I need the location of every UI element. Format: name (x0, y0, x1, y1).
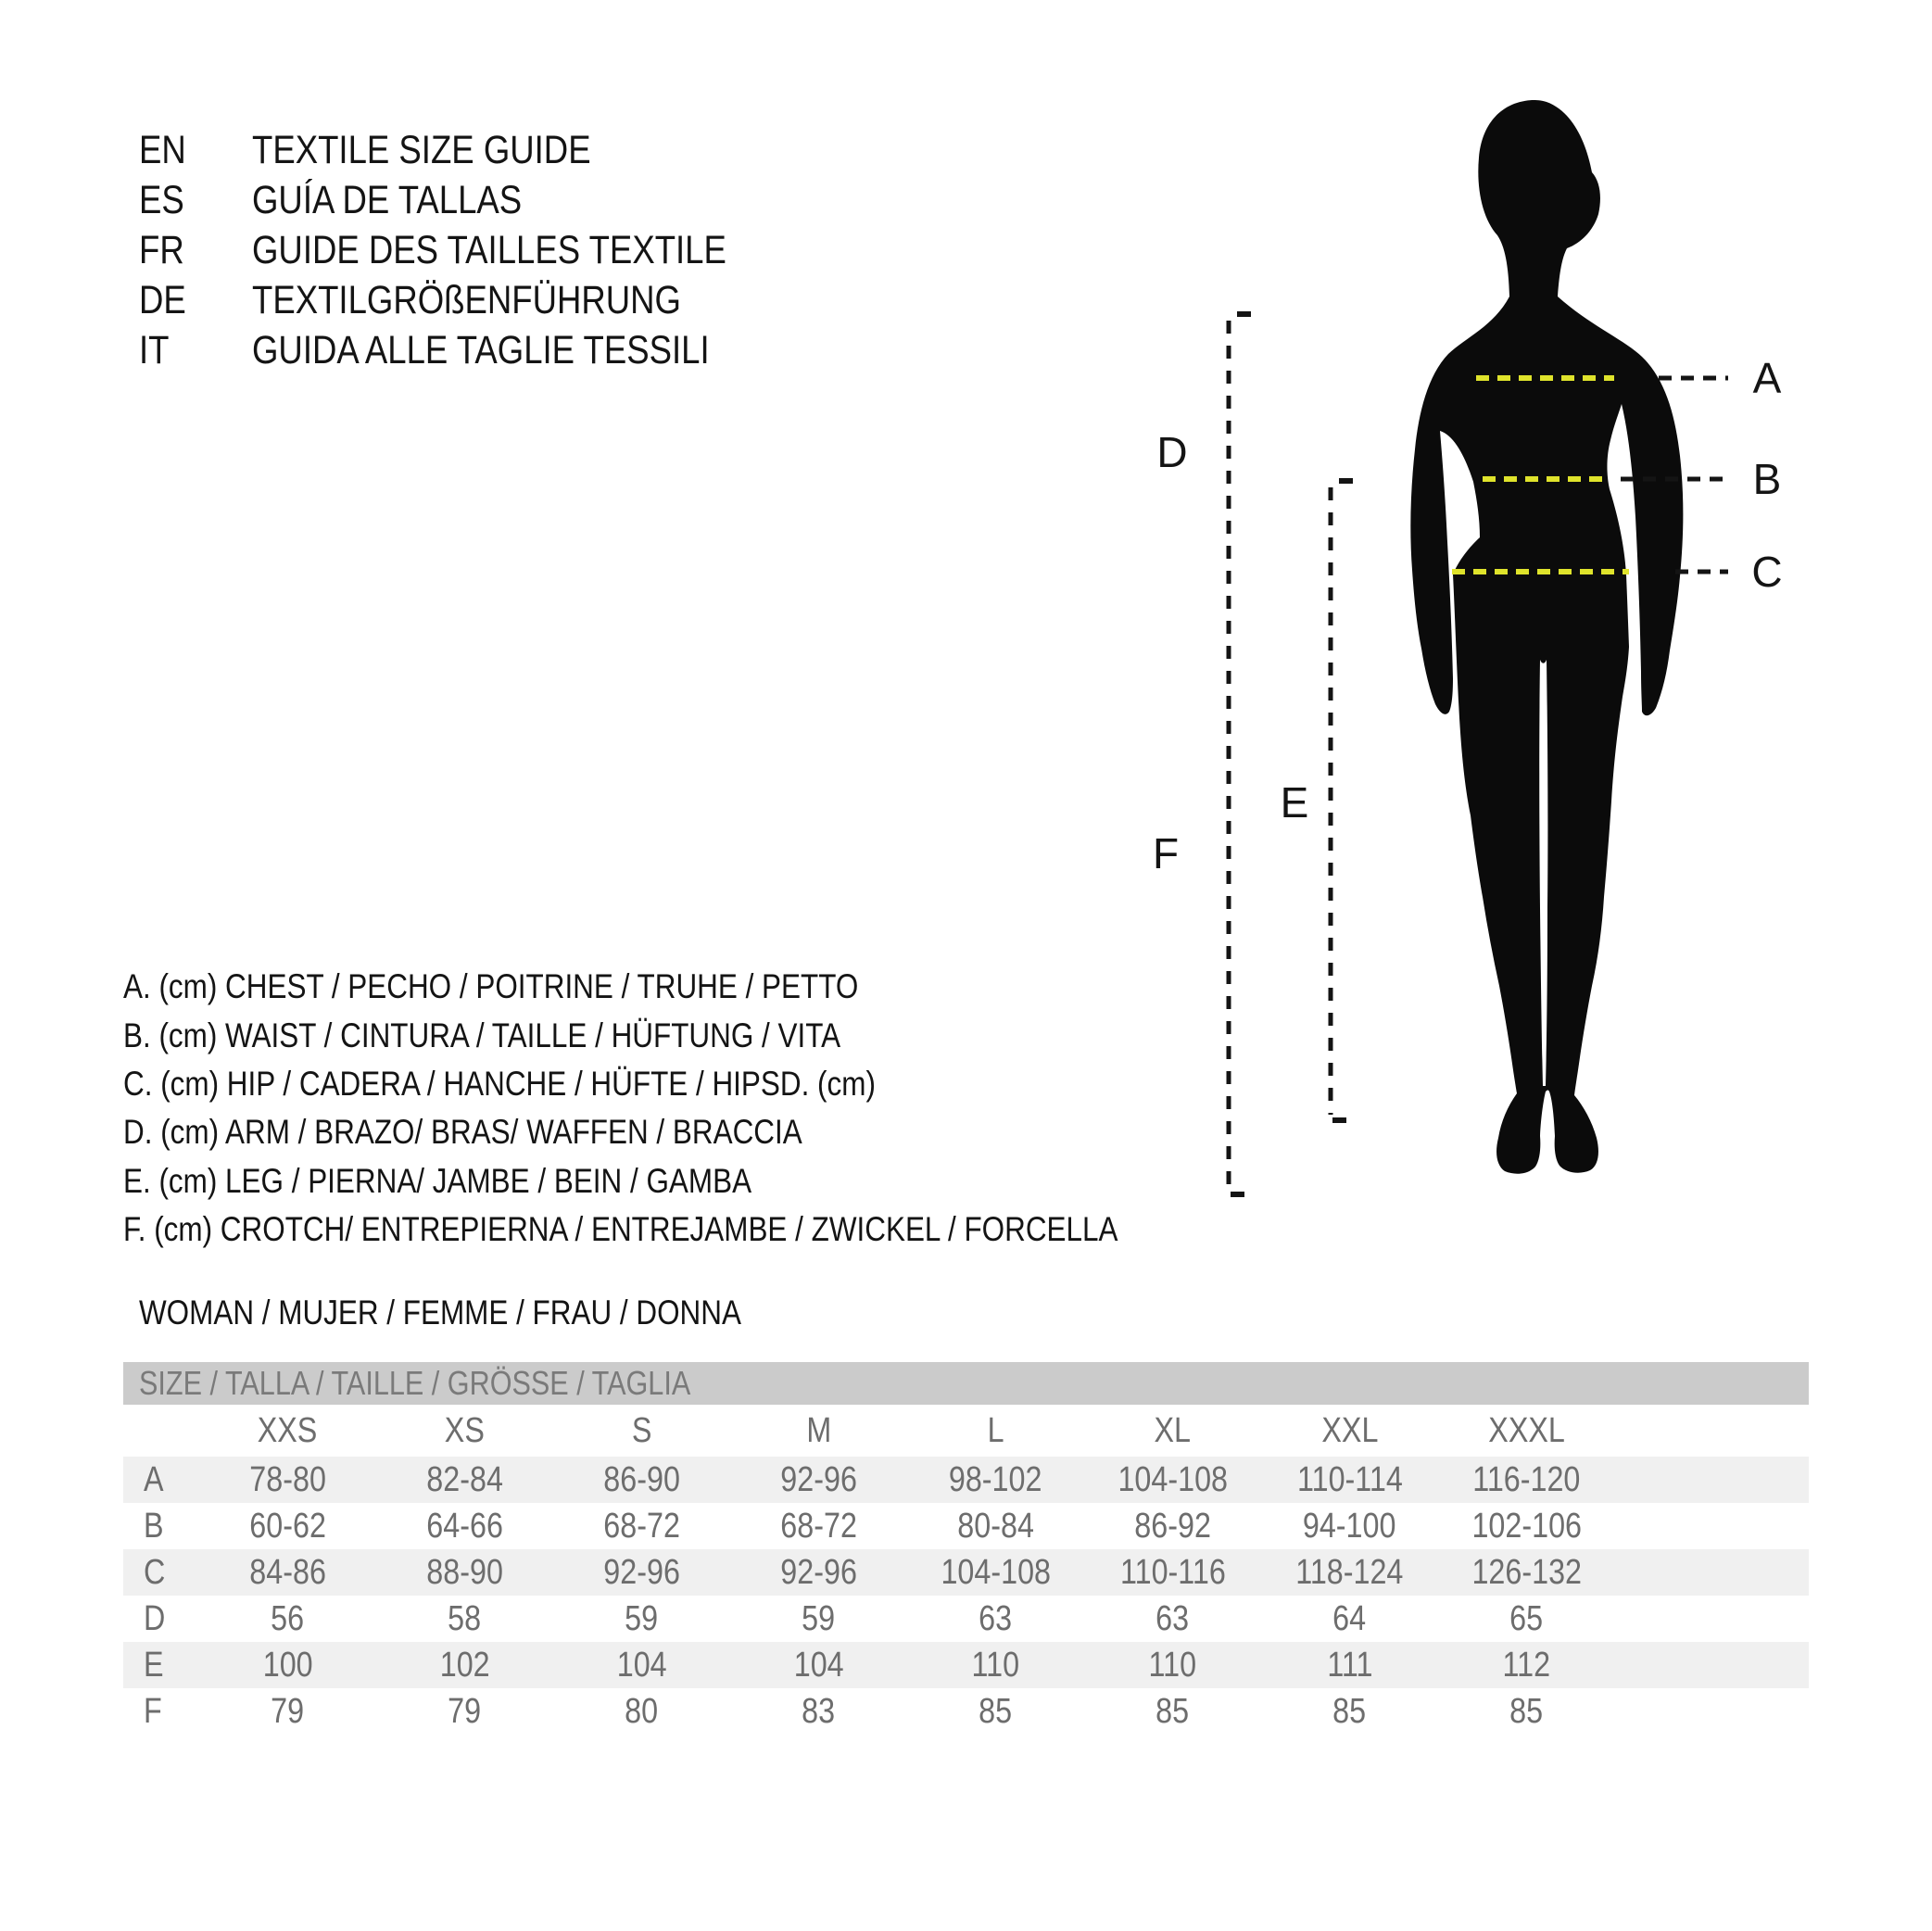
cell-value: 126-132 (1471, 1552, 1582, 1592)
cell-value: 94-100 (1303, 1506, 1396, 1546)
size-col-xs: XS (444, 1410, 486, 1450)
size-columns-row (123, 1405, 1809, 1457)
language-row (139, 175, 810, 225)
cell-value: 111 (1326, 1645, 1373, 1685)
cell-value: 64 (1332, 1598, 1367, 1638)
row-label: A (144, 1459, 164, 1499)
size-col-l: L (987, 1410, 1004, 1450)
cell-value: 116-120 (1472, 1459, 1581, 1499)
language-block (139, 125, 810, 375)
figure-label-b: B (1752, 455, 1782, 503)
legend-row (123, 1108, 1294, 1156)
language-title: TEXTILGRÖßENFÜHRUNG (252, 277, 681, 322)
legend-row (123, 1205, 1294, 1254)
legend-row (123, 1060, 1294, 1108)
cell-value: 59 (625, 1598, 659, 1638)
size-col-xxs: XXS (258, 1410, 318, 1450)
figure-label-d: D (1156, 428, 1188, 476)
legend-row (123, 963, 1294, 1011)
table-row-f (123, 1688, 1809, 1735)
cell-value: 110-116 (1119, 1552, 1226, 1592)
cell-value: 68-72 (780, 1506, 857, 1546)
cell-value: 80-84 (957, 1506, 1034, 1546)
table-row-a (123, 1457, 1809, 1503)
table-row-d (123, 1596, 1809, 1642)
language-title: TEXTILE SIZE GUIDE (252, 127, 591, 172)
legend-text-c: C. (cm) HIP / CADERA / HANCHE / HÜFTE / HIPSD. (cm) (123, 1064, 876, 1103)
language-row (139, 325, 810, 375)
cell-value: 58 (448, 1598, 482, 1638)
measurement-legend (123, 963, 1294, 1254)
cell-value: 98-102 (949, 1459, 1042, 1499)
legend-row (123, 1011, 1294, 1059)
language-code: ES (139, 177, 184, 222)
cell-value: 85 (1155, 1691, 1190, 1731)
cell-value: 63 (1155, 1598, 1190, 1638)
row-label: D (144, 1598, 166, 1638)
figure-label-a: A (1752, 354, 1782, 402)
cell-value: 78-80 (249, 1459, 326, 1499)
cell-value: 83 (802, 1691, 836, 1731)
legend-text-b: B. (cm) WAIST / CINTURA / TAILLE / HÜFTUNG / VITA (123, 1016, 841, 1054)
table-row-b (123, 1503, 1809, 1549)
legend-text-f: F. (cm) CROTCH/ ENTREPIERNA / ENTREJAMBE / ZWICKEL / FORCELLA (123, 1210, 1118, 1249)
language-row (139, 125, 810, 175)
cell-value: 59 (802, 1598, 836, 1638)
cell-value: 104 (616, 1645, 667, 1685)
cell-value: 85 (1332, 1691, 1367, 1731)
cell-value: 102 (439, 1645, 490, 1685)
legend-text-d: D. (cm) ARM / BRAZO/ BRAS/ WAFFEN / BRACCIA (123, 1113, 802, 1152)
cell-value: 110-114 (1296, 1459, 1403, 1499)
figure-label-c: C (1751, 548, 1783, 596)
language-code: DE (139, 277, 186, 322)
cell-value: 80 (625, 1691, 659, 1731)
legend-text-e: E. (cm) LEG / PIERNA/ JAMBE / BEIN / GAMBA (123, 1161, 752, 1200)
cell-value: 68-72 (603, 1506, 680, 1546)
gender-line (139, 1295, 848, 1331)
cell-value: 88-90 (426, 1552, 503, 1592)
cell-value: 118-124 (1295, 1552, 1404, 1592)
figure-label-e: E (1280, 778, 1309, 827)
cell-value: 100 (262, 1645, 313, 1685)
language-title: GUIDA ALLE TAGLIE TESSILI (252, 327, 710, 372)
language-code: IT (139, 327, 170, 372)
cell-value: 64-66 (426, 1506, 503, 1546)
cell-value: 82-84 (426, 1459, 503, 1499)
language-title: GUIDE DES TAILLES TEXTILE (252, 227, 726, 272)
size-table-header-text: SIZE / TALLA / TAILLE / GRÖSSE / TAGLIA (139, 1364, 691, 1402)
cell-value: 85 (979, 1691, 1013, 1731)
row-label: F (144, 1691, 162, 1731)
cell-value: 104-108 (1118, 1459, 1228, 1499)
size-col-xxl: XXL (1320, 1410, 1379, 1450)
size-table-header (123, 1362, 1809, 1405)
table-row-e (123, 1642, 1809, 1688)
row-label: E (144, 1645, 164, 1685)
size-col-xl: XL (1154, 1410, 1192, 1450)
language-row (139, 225, 810, 275)
figure-label-f: F (1152, 829, 1180, 877)
row-label: C (144, 1552, 166, 1592)
cell-value: 79 (448, 1691, 482, 1731)
language-title: GUÍA DE TALLAS (252, 177, 523, 222)
cell-value: 79 (271, 1691, 305, 1731)
cell-value: 92-96 (780, 1459, 857, 1499)
legend-row (123, 1157, 1294, 1205)
cell-value: 104-108 (941, 1552, 1051, 1592)
language-row (139, 275, 810, 325)
cell-value: 104 (793, 1645, 844, 1685)
size-col-m: M (806, 1410, 831, 1450)
size-col-s: S (631, 1410, 652, 1450)
size-table (123, 1362, 1809, 1735)
cell-value: 92-96 (603, 1552, 680, 1592)
size-col-xxxl: XXXL (1488, 1410, 1565, 1450)
cell-value: 102-106 (1471, 1506, 1582, 1546)
cell-value: 86-90 (603, 1459, 680, 1499)
cell-value: 65 (1509, 1598, 1544, 1638)
cell-value: 56 (271, 1598, 305, 1638)
cell-value: 85 (1509, 1691, 1544, 1731)
cell-value: 110 (971, 1645, 1020, 1685)
cell-value: 112 (1502, 1645, 1551, 1685)
language-code: EN (139, 127, 186, 172)
cell-value: 63 (979, 1598, 1013, 1638)
legend-text-a: A. (cm) CHEST / PECHO / POITRINE / TRUHE / PETTO (123, 967, 859, 1006)
gender-line-text: WOMAN / MUJER / FEMME / FRAU / DONNA (139, 1294, 741, 1332)
cell-value: 84-86 (249, 1552, 326, 1592)
cell-value: 92-96 (780, 1552, 857, 1592)
table-row-c (123, 1549, 1809, 1596)
cell-value: 86-92 (1134, 1506, 1211, 1546)
language-code: FR (139, 227, 184, 272)
cell-value: 110 (1148, 1645, 1197, 1685)
row-label: B (144, 1506, 164, 1546)
cell-value: 60-62 (249, 1506, 326, 1546)
